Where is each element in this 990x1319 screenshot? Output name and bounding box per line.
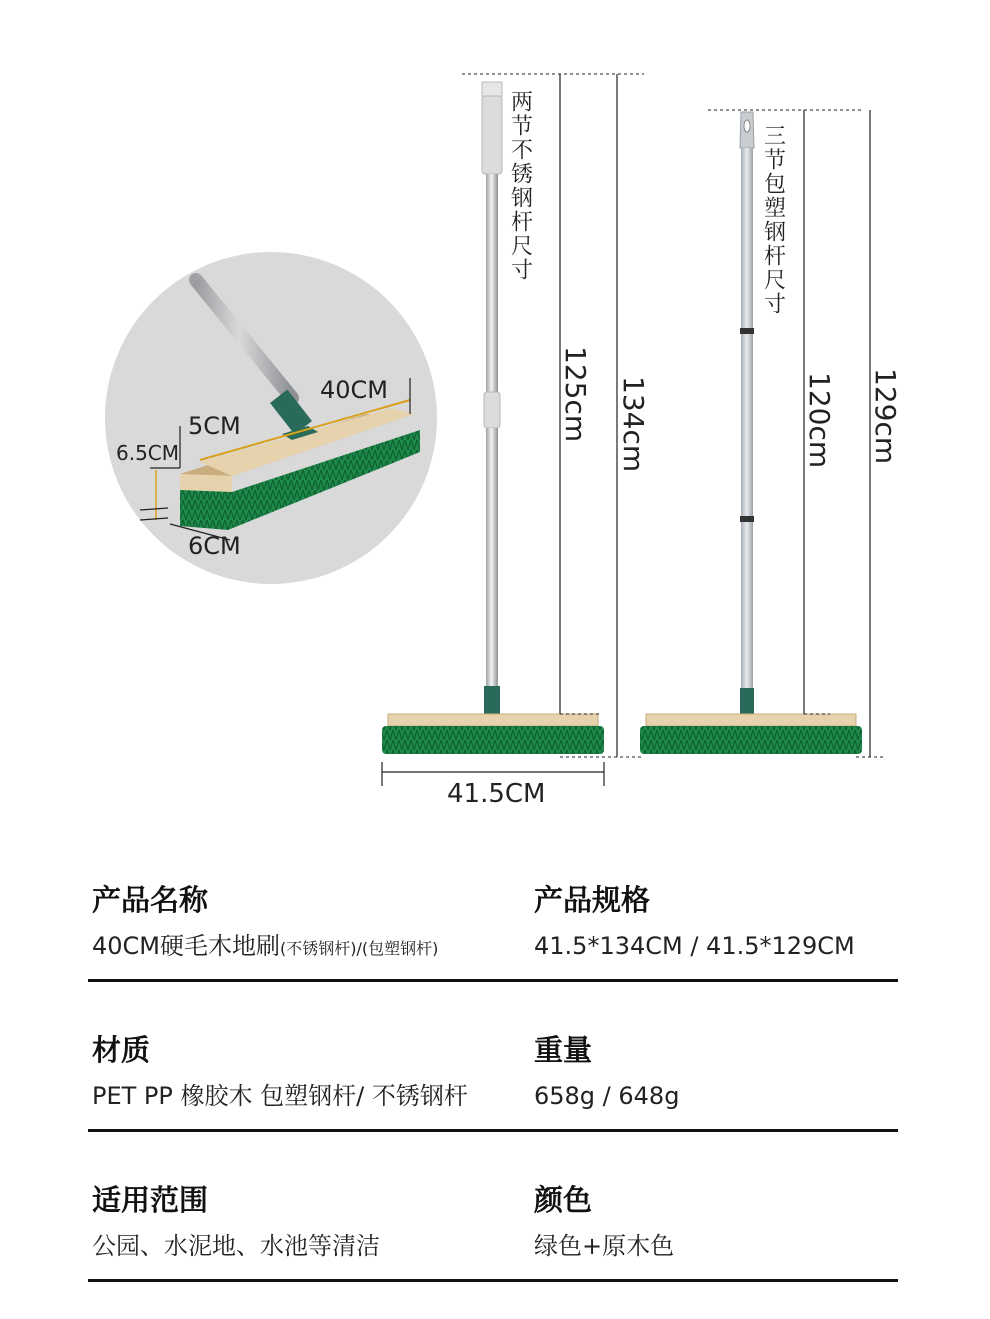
weight-label: 重量 <box>534 1033 593 1067</box>
product-name-value <box>92 930 438 965</box>
usage-label: 适用范围 <box>92 1183 209 1217</box>
spec-table <box>88 870 898 1282</box>
usage-value: 公园、水泥地、水池等清洁 <box>92 1232 380 1260</box>
spec-row-name <box>88 870 898 982</box>
head-length-label: 40CM <box>320 376 389 404</box>
spec-row-usage <box>88 1132 898 1282</box>
stainless-total-length: 134cm <box>617 376 650 473</box>
product-name-label: 产品名称 <box>92 883 209 917</box>
brush-width-label: 41.5CM <box>447 779 546 809</box>
material-value: PET PP 橡胶木 包塑钢杆/ 不锈钢杆 <box>92 1082 468 1110</box>
stainless-handle-length: 125cm <box>559 346 592 443</box>
weight-value: 658g / 648g <box>534 1082 680 1110</box>
product-size-label: 产品规格 <box>534 883 651 917</box>
head-height-label: 5CM <box>188 412 241 440</box>
plastic-coated-broom <box>640 110 902 757</box>
spec-row-material <box>88 982 898 1132</box>
material-label: 材质 <box>92 1033 151 1067</box>
color-value: 绿色+原木色 <box>534 1232 675 1260</box>
plastic-handle-label: 三节包塑钢杆尺寸 <box>760 124 786 316</box>
product-size-value: 41.5*134CM / 41.5*129CM <box>534 932 855 960</box>
plastic-total-length: 129cm <box>869 368 902 465</box>
stainless-handle-label: 两节不锈钢杆尺寸 <box>507 90 533 282</box>
plastic-handle-length: 120cm <box>803 372 836 469</box>
brush-head-detail-circle <box>105 252 437 584</box>
product-name-main: 40CM硬毛木地刷 <box>92 932 281 960</box>
product-name-note: (不锈钢杆)/(包塑钢杆) <box>280 939 439 958</box>
bristle-length-label: 6CM <box>188 532 241 560</box>
head-thickness-label: 6.5CM <box>116 441 180 465</box>
color-label: 颜色 <box>534 1183 593 1217</box>
